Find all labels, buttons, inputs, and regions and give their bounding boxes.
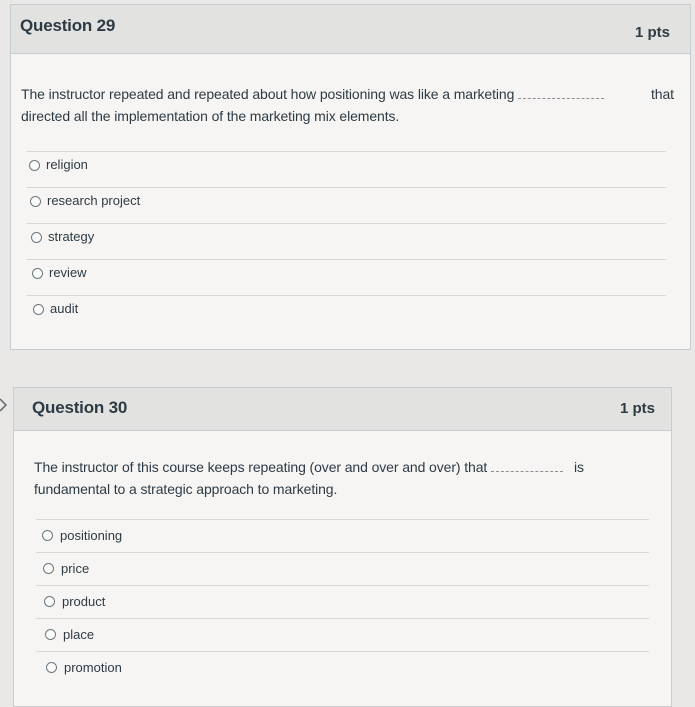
radio-button[interactable] <box>33 304 44 315</box>
question-30 <box>13 387 672 707</box>
answer-option[interactable] <box>27 151 666 187</box>
question-30-title: Question 30 <box>32 398 128 417</box>
question-30-text-before: The instructor of this course keeps repeating (over and over and over) that <box>34 459 488 475</box>
radio-button[interactable] <box>31 232 42 243</box>
question-30-header <box>14 388 671 431</box>
answer-label: promotion <box>64 660 122 675</box>
radio-button[interactable] <box>44 596 55 607</box>
question-29-title: Question 29 <box>20 16 116 35</box>
question-30-text <box>34 456 654 500</box>
question-29-text-after: that <box>651 86 674 102</box>
answer-label: research project <box>47 193 141 208</box>
answer-option[interactable] <box>27 295 666 331</box>
answer-label: audit <box>50 301 79 316</box>
radio-button[interactable] <box>43 563 54 574</box>
answer-option[interactable] <box>27 259 666 295</box>
answer-option[interactable] <box>36 552 649 585</box>
chevron-right-icon[interactable] <box>0 398 7 415</box>
radio-button[interactable] <box>32 268 43 279</box>
question-29-header <box>11 5 690 54</box>
answer-label: religion <box>46 157 88 172</box>
answer-label: positioning <box>60 528 123 543</box>
radio-button[interactable] <box>30 196 41 207</box>
answer-option[interactable] <box>36 519 649 552</box>
question-29-text <box>21 83 681 127</box>
question-29-text-line2: directed all the implementation of the marketing mix elements. <box>21 108 400 124</box>
question-30-points: 1 pts <box>619 400 655 417</box>
question-30-text-after: is <box>574 459 584 475</box>
answer-option[interactable] <box>36 651 649 684</box>
question-29 <box>10 4 691 350</box>
radio-button[interactable] <box>29 160 40 171</box>
answer-label: review <box>49 265 87 280</box>
answer-label: strategy <box>48 229 95 244</box>
question-30-text-line2: fundamental to a strategic approach to marketing. <box>34 481 338 497</box>
answer-label: place <box>63 627 95 642</box>
question-30-blank <box>491 459 563 472</box>
radio-button[interactable] <box>46 662 57 673</box>
question-29-text-before: The instructor repeated and repeated about how positioning was like a marketing <box>21 86 515 102</box>
question-29-points: 1 pts <box>634 24 670 41</box>
answer-option[interactable] <box>36 585 649 618</box>
radio-button[interactable] <box>45 629 56 640</box>
answer-option[interactable] <box>36 618 649 651</box>
answer-option[interactable] <box>27 223 666 259</box>
answer-label: price <box>61 561 90 576</box>
radio-button[interactable] <box>42 530 53 541</box>
question-29-blank <box>518 86 604 99</box>
answer-option[interactable] <box>27 187 666 223</box>
answer-label: product <box>62 594 106 609</box>
